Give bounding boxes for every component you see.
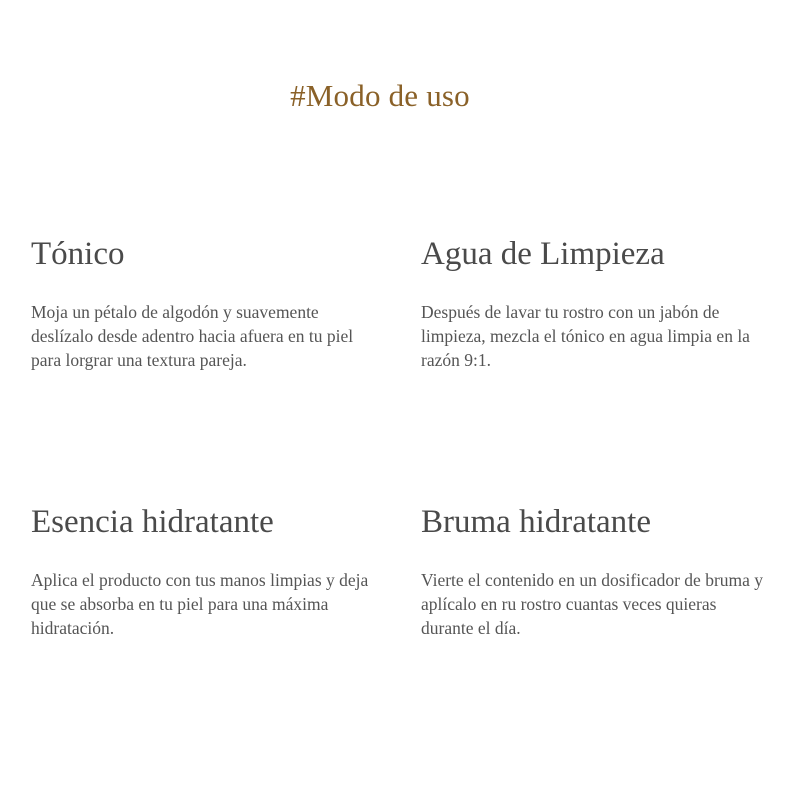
section-agua-de-limpieza <box>421 234 771 372</box>
section-text-agua-de-limpieza: Después de lavar tu rostro con un jabón de limpieza, mezcla el tónico en agua limpia en la razón 9:1. <box>421 302 750 370</box>
section-heading-bruma-hidratante: Bruma hidratante <box>421 504 652 540</box>
section-bruma-hidratante <box>421 502 771 640</box>
page-title: #Modo de uso <box>290 78 470 113</box>
section-heading-tonico: Tónico <box>31 236 125 272</box>
section-text-esencia-hidratante: Aplica el producto con tus manos limpias y deja que se absorba en tu piel para una máxima hidratación. <box>31 570 369 638</box>
section-tonico <box>31 234 381 372</box>
section-text-tonico: Moja un pétalo de algodón y suavemente deslízalo desde adentro hacia afuera en tu piel para lorgrar una textura pareja. <box>31 302 354 370</box>
section-text-bruma-hidratante: Vierte el contenido en un dosificador de bruma y aplícalo en ru rostro cuantas veces quieras durante el día. <box>421 570 764 638</box>
section-heading-esencia-hidratante: Esencia hidratante <box>31 504 274 540</box>
section-heading-agua-de-limpieza: Agua de Limpieza <box>421 236 665 272</box>
section-esencia-hidratante <box>31 502 381 640</box>
